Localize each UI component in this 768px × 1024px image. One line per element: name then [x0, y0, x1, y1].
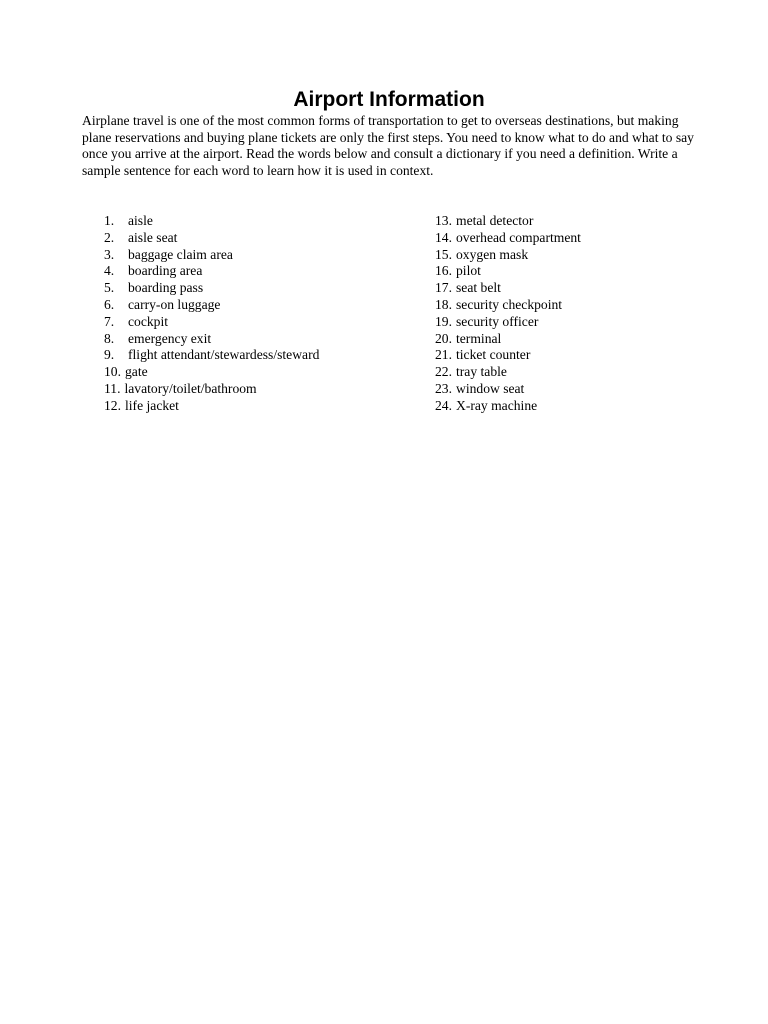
item-number: 4. — [104, 263, 115, 279]
item-text: boarding area — [128, 263, 203, 279]
item-text: life jacket — [125, 397, 179, 413]
list-item — [104, 347, 404, 364]
item-number: 21. — [435, 347, 452, 363]
item-text: oxygen mask — [456, 246, 529, 262]
item-number: 6. — [104, 296, 115, 312]
item-number: 7. — [104, 313, 115, 329]
item-number: 13. — [435, 213, 452, 228]
list-item — [104, 331, 404, 348]
list-item — [435, 347, 735, 364]
list-item — [104, 213, 404, 230]
item-number: 3. — [104, 246, 115, 262]
item-number: 14. — [435, 229, 452, 245]
list-item — [104, 314, 404, 331]
item-number: 8. — [104, 330, 115, 346]
item-number: 18. — [435, 296, 452, 312]
item-number: 11. — [104, 380, 121, 396]
item-text: cockpit — [128, 313, 169, 329]
item-number: 17. — [435, 280, 452, 296]
list-item — [104, 247, 404, 264]
item-text: metal detector — [456, 213, 534, 228]
item-number: 24. — [435, 397, 452, 413]
item-text: tray table — [456, 364, 507, 380]
item-text: X-ray machine — [456, 397, 538, 413]
list-item — [435, 297, 735, 314]
list-item — [104, 280, 404, 297]
item-text: overhead compartment — [456, 229, 581, 245]
item-number: 15. — [435, 246, 452, 262]
item-text: security checkpoint — [456, 296, 563, 312]
list-item — [435, 263, 735, 280]
item-text: aisle seat — [128, 229, 178, 245]
list-item — [435, 398, 735, 415]
list-item — [435, 247, 735, 264]
item-text: lavatory/toilet/bathroom — [124, 380, 257, 396]
item-text: baggage claim area — [128, 246, 233, 262]
item-text: ticket counter — [456, 347, 531, 363]
list-item — [435, 230, 735, 247]
item-text: carry-on luggage — [128, 296, 221, 312]
item-text: gate — [125, 364, 148, 380]
list-item — [435, 364, 735, 381]
item-number: 2. — [104, 229, 115, 245]
vocabulary-list-right — [435, 213, 735, 415]
vocabulary-list-left — [104, 213, 404, 415]
item-number: 16. — [435, 263, 452, 279]
item-text: flight attendant/stewardess/steward — [128, 347, 320, 363]
item-number: 19. — [435, 313, 452, 329]
item-number: 12. — [104, 397, 121, 413]
list-item — [104, 398, 404, 415]
item-number: 9. — [104, 347, 115, 363]
item-text: pilot — [456, 263, 481, 279]
list-item — [104, 230, 404, 247]
list-item — [104, 297, 404, 314]
item-text: boarding pass — [128, 280, 204, 296]
page-title: Airport Information — [293, 88, 485, 111]
list-item — [104, 263, 404, 280]
list-item — [435, 381, 735, 398]
item-text: security officer — [456, 313, 539, 329]
item-number: 22. — [435, 364, 452, 380]
item-number: 20. — [435, 330, 452, 346]
item-text: seat belt — [456, 280, 501, 296]
item-text: terminal — [456, 330, 502, 346]
list-item — [104, 364, 404, 381]
list-item — [435, 280, 735, 297]
list-item — [435, 314, 735, 331]
item-number: 23. — [435, 380, 452, 396]
item-text: aisle — [128, 213, 153, 228]
item-number: 5. — [104, 280, 115, 296]
list-item — [435, 331, 735, 348]
item-number: 1. — [104, 213, 115, 228]
intro-paragraph: Airplane travel is one of the most common forms of transportation to get to overseas destinations, but making plane reservations and buying plane tickets are only the first steps. You need to know what to do and what to say once you arrive at the airport. Read the words below and consult a dictionary if you need a definition. Write a sample sentence for each word to learn how it is used in context. — [82, 113, 694, 178]
item-number: 10. — [104, 364, 121, 380]
list-item — [435, 213, 735, 230]
item-text: emergency exit — [128, 330, 212, 346]
list-item — [104, 381, 404, 398]
item-text: window seat — [456, 380, 525, 396]
